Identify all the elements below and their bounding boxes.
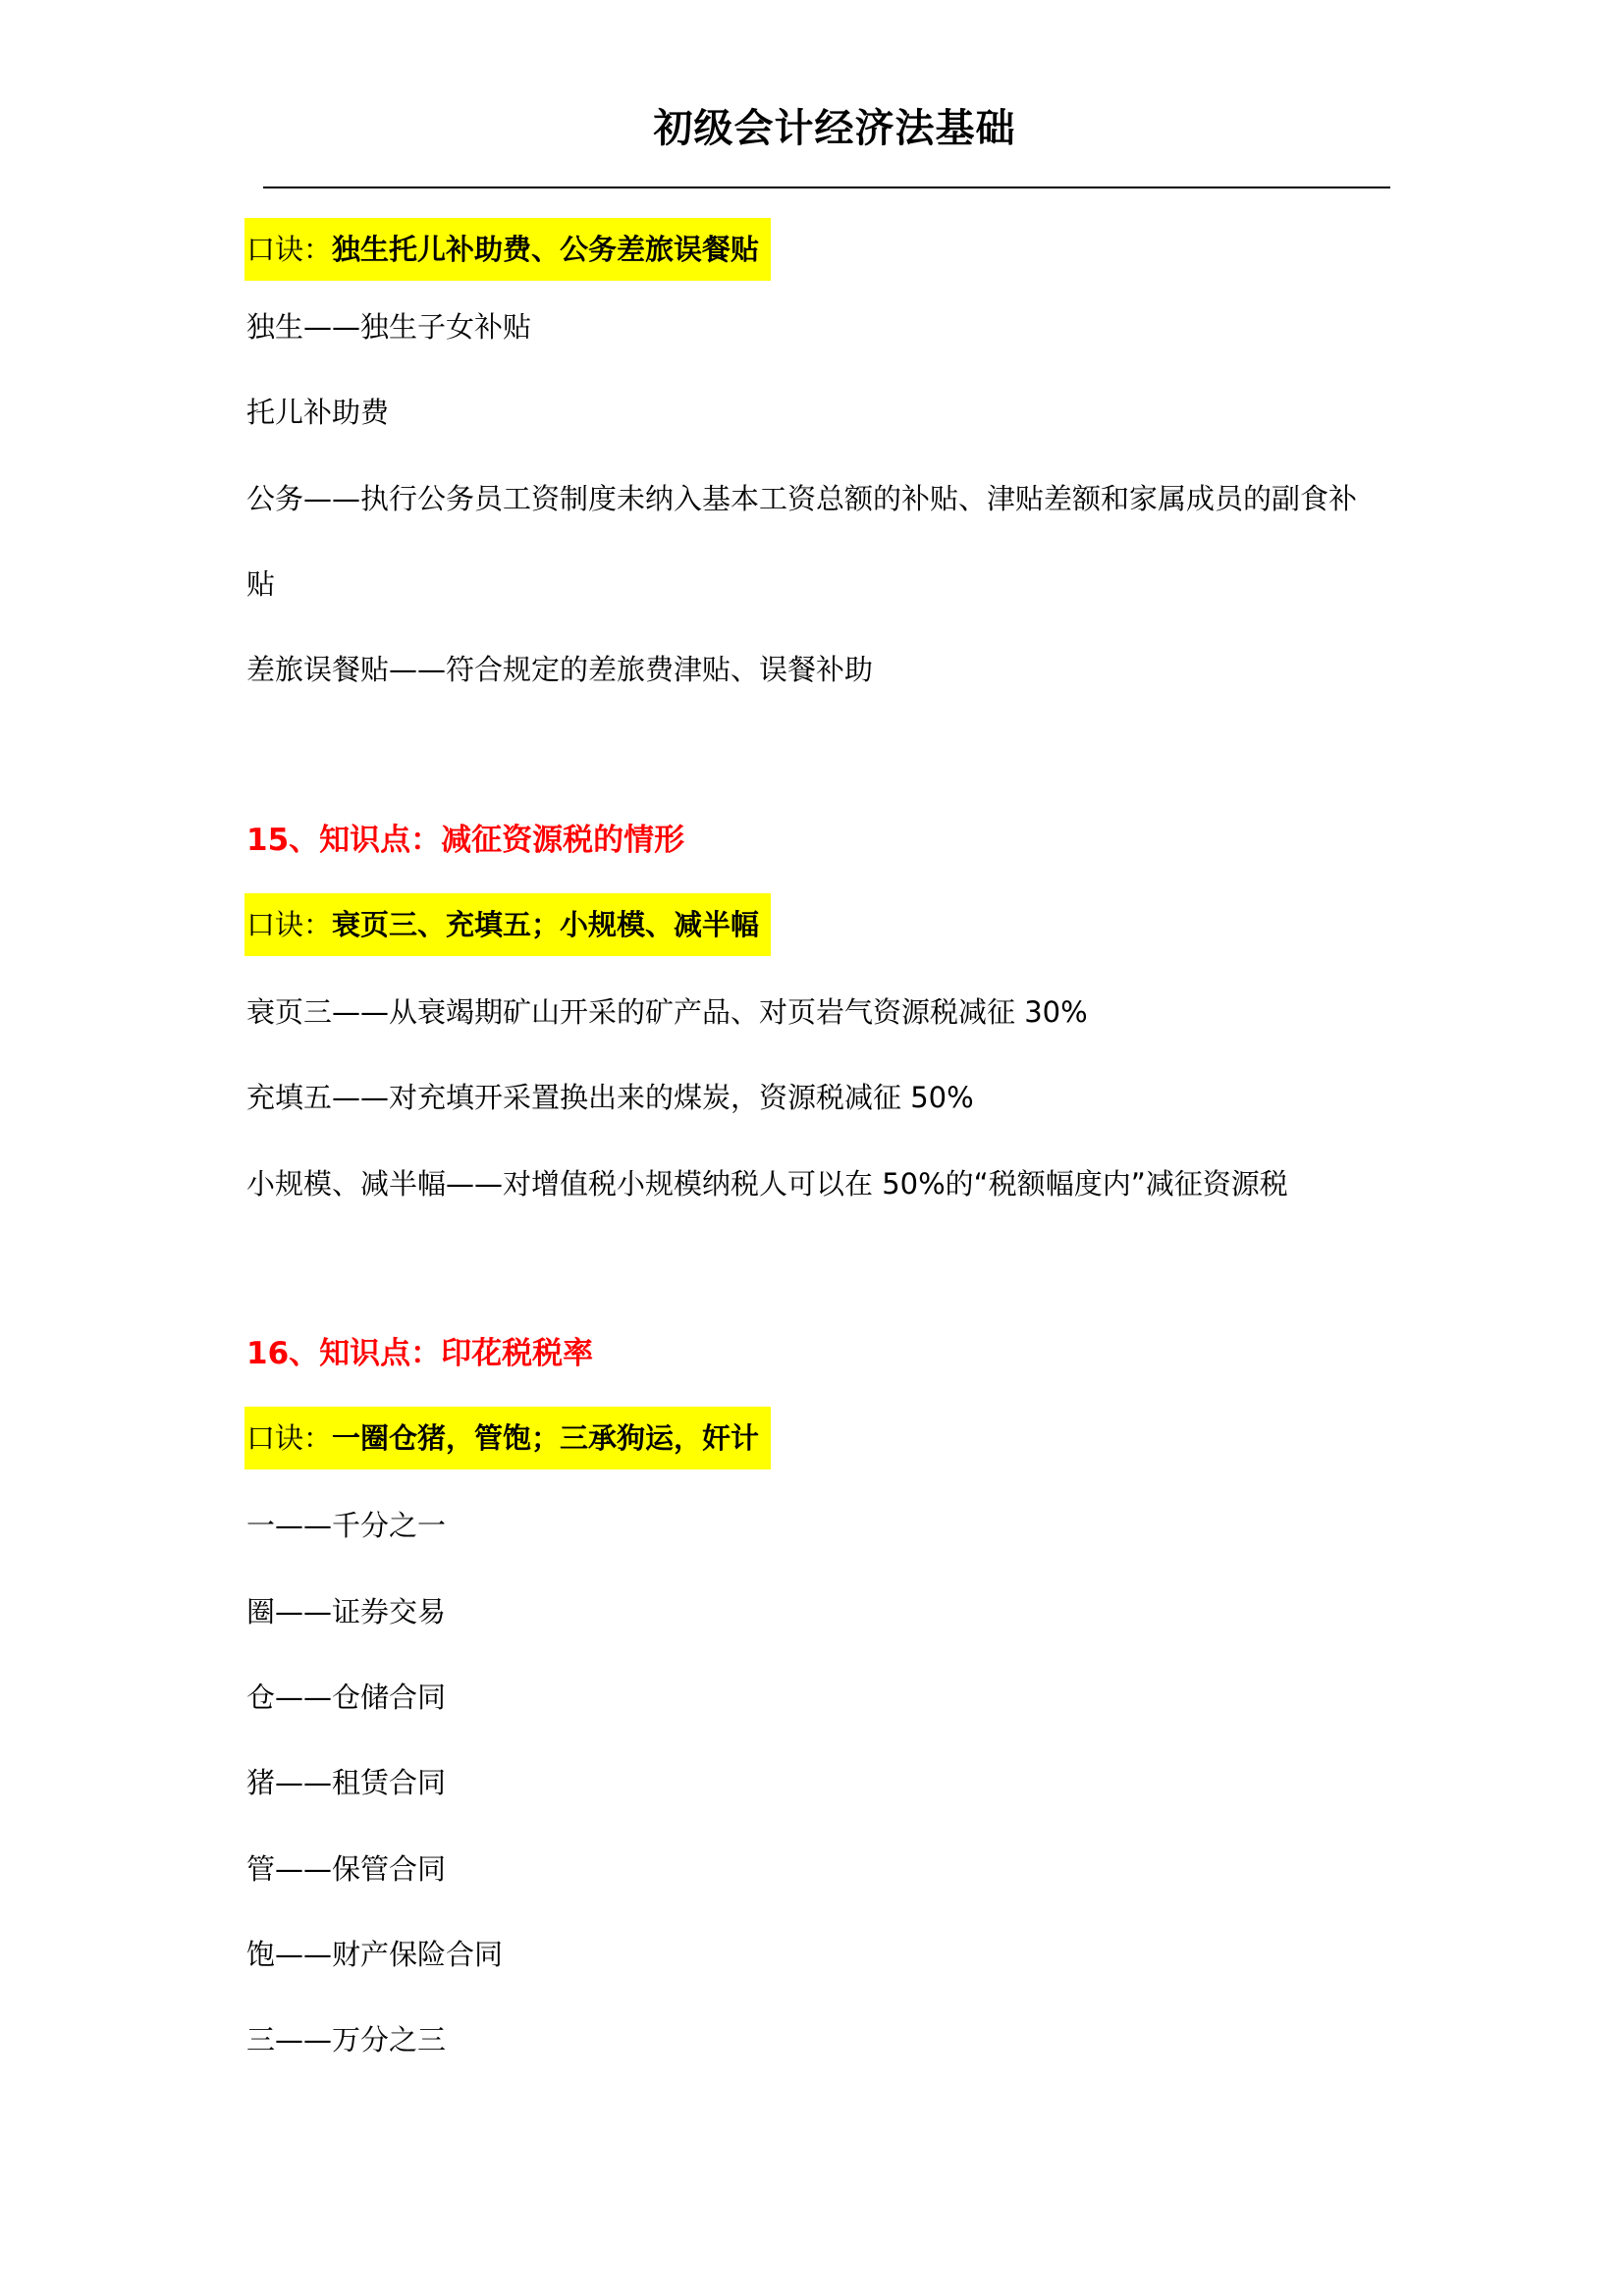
list-item: 差旅误餐贴——符合规定的差旅费津贴、误餐补助 — [246, 653, 874, 686]
list-item: 一——千分之一 — [246, 1509, 447, 1542]
list-item: 独生——独生子女补贴 — [246, 310, 532, 344]
mnemonic-15 — [246, 893, 771, 956]
list-item: 小规模、减半幅——对增值税小规模纳税人可以在 50%的“税额幅度内”减征资源税 — [246, 1167, 1288, 1201]
mnemonic-label: 口诀： — [246, 908, 333, 941]
mnemonic-16 — [246, 1407, 771, 1469]
list-item: 三——万分之三 — [246, 2023, 447, 2056]
mnemonic-label: 口诀： — [246, 233, 333, 266]
mnemonic-highlight — [244, 218, 771, 281]
list-item: 公务——执行公务员工资制度未纳入基本工资总额的补贴、津贴差额和家属成员的副食补 — [246, 482, 1358, 515]
list-item: 饱——财产保险合同 — [246, 1938, 504, 1971]
mnemonic-text: 独生托儿补助费、公务差旅误餐贴 — [332, 233, 760, 266]
list-item: 托儿补助费 — [246, 396, 390, 429]
header-rule — [263, 187, 1390, 188]
list-item: 管——保管合同 — [246, 1852, 447, 1886]
list-item: 充填五——对充填开采置换出来的煤炭，资源税减征 50% — [246, 1081, 974, 1114]
list-item: 衰页三——从衰竭期矿山开采的矿产品、对页岩气资源税减征 30% — [246, 995, 1088, 1029]
page-title: 初级会计经济法基础 — [653, 106, 1016, 151]
mnemonic-prev — [246, 218, 771, 281]
mnemonic-highlight — [244, 893, 771, 956]
mnemonic-label: 口诀： — [246, 1421, 333, 1455]
section-heading-16: 16、知识点：印花税税率 — [246, 1336, 594, 1371]
list-item: 贴 — [246, 567, 276, 601]
list-item: 猪——租赁合同 — [246, 1766, 447, 1799]
mnemonic-highlight — [244, 1407, 771, 1469]
list-item: 圈——证券交易 — [246, 1595, 447, 1629]
list-item: 仓——仓储合同 — [246, 1681, 447, 1714]
mnemonic-text: 衰页三、充填五；小规模、减半幅 — [332, 908, 760, 941]
section-heading-15: 15、知识点：减征资源税的情形 — [246, 823, 685, 858]
mnemonic-text: 一圈仓猪，管饱；三承狗运，奸计 — [332, 1421, 760, 1455]
